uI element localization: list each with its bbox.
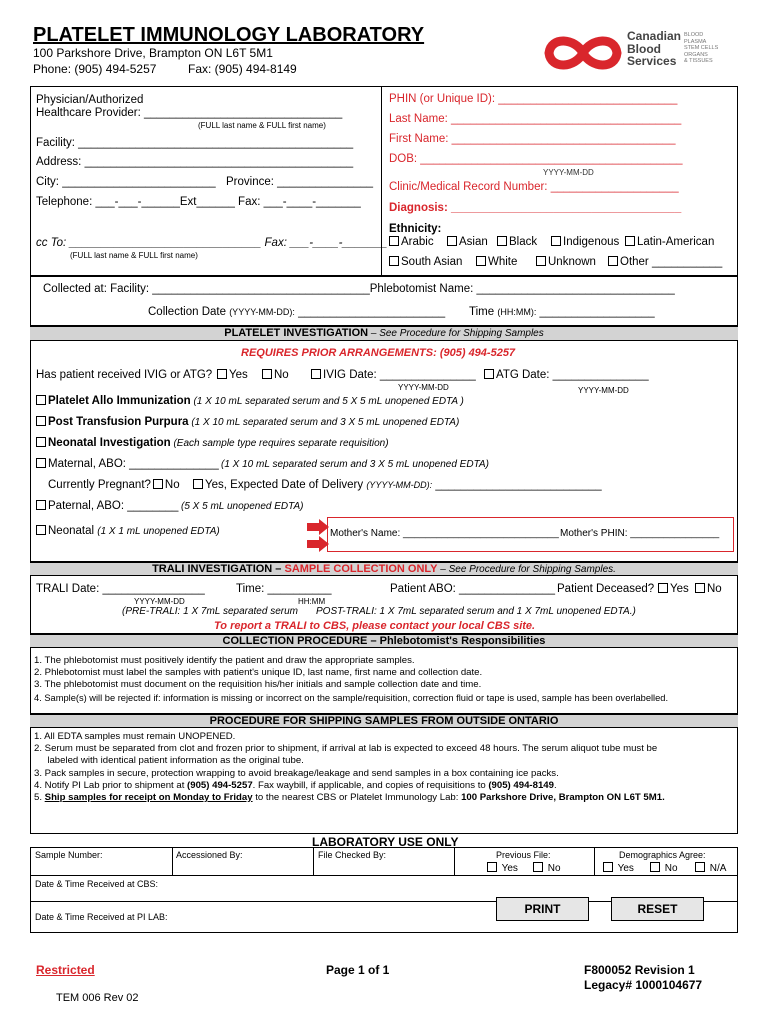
ivig-date-hint: YYYY-MM-DD [398, 383, 449, 392]
ethnicity-indigenous[interactable]: Indigenous [551, 236, 619, 248]
maternal-note: (1 X 10 mL separated serum and 3 X 5 mL unopened EDTA) [221, 459, 489, 470]
demographics-na[interactable]: N/A [695, 862, 726, 874]
file-checked-field[interactable]: File Checked By: [318, 850, 387, 860]
neonatal-investigation-option[interactable]: Neonatal Investigation (Each sample type requires separate requisition) [36, 437, 389, 449]
logo-tagline: BLOOD PLASMA STEM CELLS ORGANS & TISSUES [684, 32, 719, 65]
patient-deceased: Patient Deceased? [557, 583, 655, 595]
paternal-option[interactable]: Paternal, ABO: ________ [36, 500, 178, 512]
cc-hint: (FULL last name & FULL first name) [70, 251, 198, 260]
collection-facility-field[interactable]: Collected at: Facility: __________________________________Phlebotomist Name: _______________________________ [43, 283, 675, 295]
checkbox[interactable] [533, 862, 543, 872]
checkbox[interactable] [497, 236, 507, 246]
clinic-record-field[interactable]: Clinic/Medical Record Number: ____________________ [389, 181, 679, 193]
ethnicity-latin-american[interactable]: Latin-American [625, 236, 714, 248]
province-field[interactable]: Province: _______________ [226, 176, 374, 188]
ethnicity-unknown[interactable]: Unknown [536, 256, 596, 268]
lab-phone: Phone: (905) 494-5257 [33, 62, 157, 76]
checkbox[interactable] [650, 862, 660, 872]
arrangements-note: REQUIRES PRIOR ARRANGEMENTS: (905) 494-5257 [241, 347, 516, 359]
checkbox[interactable] [36, 458, 46, 468]
list-item: 4. Sample(s) will be rejected if: information is missing or incorrect on the sample/requisition, correction fluid or tape is used, sample has been overlabelled. [34, 692, 669, 703]
city-field[interactable]: City: ________________________ [36, 176, 216, 188]
lab-fax: Fax: (905) 494-8149 [188, 62, 297, 76]
legacy-number: Legacy# 1000104677 [584, 978, 703, 992]
demographics-label: Demographics Agree: [619, 850, 706, 860]
checkbox[interactable] [217, 369, 227, 379]
list-item: 3. Pack samples in secure, protection wrapping to avoid breakage/leakage and send samples in a box containing ice packs. [34, 767, 559, 779]
facility-field[interactable]: Facility: ___________________________________________ [36, 137, 354, 149]
checkbox[interactable] [476, 256, 486, 266]
trali-report-note: To report a TRALI to CBS, please contact your local CBS site. [214, 620, 536, 632]
checkbox[interactable] [36, 416, 46, 426]
patient-abo-field[interactable]: Patient ABO: _______________ [390, 583, 555, 595]
procedure-list [34, 655, 668, 704]
sample-number-field[interactable]: Sample Number: [35, 850, 103, 860]
mothers-name-field[interactable]: Mother's Name: ____________________________ [330, 528, 559, 539]
telephone-field[interactable]: Telephone: ___-___-______Ext______ Fax: ___-____-_______ [36, 196, 361, 208]
checkbox[interactable] [487, 862, 497, 872]
restricted-label: Restricted [36, 963, 95, 977]
lab-address: 100 Parkshore Drive, Brampton ON L6T 5M1 [33, 46, 273, 60]
checkbox[interactable] [695, 583, 705, 593]
dob-hint: YYYY-MM-DD [543, 168, 594, 177]
form-title: PLATELET IMMUNOLOGY LABORATORY [33, 24, 425, 46]
phin-field[interactable]: PHIN (or Unique ID): ____________________________ [389, 93, 678, 105]
atg-date-field[interactable]: ATG Date: _______________ [484, 369, 649, 381]
received-pi-field[interactable]: Date & Time Received at PI LAB: [35, 912, 168, 922]
atg-date-hint: YYYY-MM-DD [578, 386, 629, 395]
checkbox[interactable] [551, 236, 561, 246]
checkbox[interactable] [695, 862, 705, 872]
ivig-date-field[interactable]: IVIG Date: _______________ [311, 369, 476, 381]
ethnicity-black[interactable]: Black [497, 236, 537, 248]
shipping-header: PROCEDURE FOR SHIPPING SAMPLES FROM OUTSIDE ONTARIO [30, 714, 738, 728]
form-revision: F800052 Revision 1 [584, 963, 695, 977]
physician-field[interactable]: Physician/Authorized Healthcare Provider: _______________________________ [36, 94, 343, 119]
trali-header: TRALI INVESTIGATION – SAMPLE COLLECTION ONLY – See Procedure for Shipping Samples. [30, 562, 738, 576]
mothers-phin-field[interactable]: Mother's PHIN: ________________ [560, 528, 720, 539]
checkbox[interactable] [311, 369, 321, 379]
trali-time-hint: HH:MM [298, 597, 326, 606]
checkbox[interactable] [193, 479, 203, 489]
checkbox[interactable] [36, 525, 46, 535]
trali-time-field[interactable]: Time: __________ [236, 583, 332, 595]
checkbox[interactable] [658, 583, 668, 593]
list-item: 1. All EDTA samples must remain UNOPENED. [34, 731, 236, 742]
template-id: TEM 006 Rev 02 [56, 992, 139, 1004]
checkbox[interactable] [603, 862, 613, 872]
infinity-logo-icon [543, 30, 623, 76]
currently-pregnant[interactable]: Currently Pregnant? No [48, 479, 180, 491]
expected-delivery-field[interactable]: Yes, Expected Date of Delivery (YYYY-MM-DD): __________________________ [193, 479, 602, 491]
ethnicity-south-asian[interactable]: South Asian [389, 256, 462, 268]
trali-date-field[interactable]: TRALI Date: ________________ [36, 583, 205, 595]
ethnicity-arabic[interactable]: Arabic [389, 236, 434, 248]
diagnosis-field[interactable]: Diagnosis: ____________________________________ [389, 202, 682, 214]
checkbox[interactable] [262, 369, 272, 379]
maternal-option[interactable]: Maternal, ABO: ______________ [36, 458, 219, 470]
checkbox[interactable] [36, 395, 46, 405]
checkbox[interactable] [389, 256, 399, 266]
previous-file-yes[interactable]: Yes [487, 862, 518, 874]
ethnicity-asian[interactable]: Asian [447, 236, 488, 248]
arrow-right-icon [307, 536, 329, 552]
address-field[interactable]: Address: __________________________________________ [36, 156, 354, 168]
pre-trali-note: (PRE-TRALI: 1 X 7mL separated serum [122, 606, 298, 617]
checkbox[interactable] [625, 236, 635, 246]
list-item: 5. Ship samples for receipt on Monday to Friday to the nearest CBS or Platelet Immunology Lab: 100 Parkshore Drive, Brampton ON L6T 5M1. [34, 792, 665, 804]
trali-date-hint: YYYY-MM-DD [134, 597, 185, 606]
platelet-header: PLATELET INVESTIGATION – See Procedure for Shipping Samples [30, 326, 738, 341]
neonatal-option[interactable]: Neonatal (1 X 1 mL unopened EDTA) [36, 525, 220, 537]
checkbox[interactable] [36, 437, 46, 447]
checkbox[interactable] [389, 236, 399, 246]
post-trali-note: POST-TRALI: 1 X 7mL separated serum and 1 X 7mL unopened EDTA.) [316, 606, 636, 617]
last-name-field[interactable]: Last Name: ____________________________________ [389, 113, 682, 125]
checkbox[interactable] [447, 236, 457, 246]
ethnicity-other[interactable]: Other ___________ [608, 256, 722, 268]
previous-file-no[interactable]: No [533, 862, 561, 874]
list-item: 1. The phlebotomist must positively identify the patient and draw the appropriate samples. [34, 655, 415, 666]
list-item: 4. Notify PI Lab prior to shipment at (905) 494-5257. Fax waybill, if applicable, and copies of requisitions to (905) 494-8149. [34, 779, 557, 791]
ivig-no[interactable]: No [262, 369, 289, 381]
ivig-question: Has patient received IVIG or ATG? [36, 369, 213, 381]
shipping-list [34, 731, 665, 804]
reset-button[interactable]: RESET [611, 897, 704, 921]
demographics-no[interactable]: No [650, 862, 678, 874]
cc-field[interactable]: cc To: ______________________________ Fax: ___-____-_______ [36, 237, 388, 249]
first-name-field[interactable]: First Name: ___________________________________ [389, 133, 676, 145]
previous-file-label: Previous File: [496, 850, 551, 860]
arrow-right-icon [307, 519, 329, 535]
checkbox[interactable] [608, 256, 618, 266]
ptp-option[interactable]: Post Transfusion Purpura (1 X 10 mL separated serum and 3 X 5 mL unopened EDTA) [36, 416, 459, 428]
physician-hint: (FULL last name & FULL first name) [198, 121, 326, 130]
list-item: 2. Serum must be separated from clot and frozen prior to shipment, if arrival at lab is expected to exceed 48 hours. The serum aliquot tube must be [34, 743, 658, 755]
list-item: 2. Phlebotomist must label the samples with patient's unique ID, last name, first name and collection date. [34, 667, 483, 679]
print-button[interactable]: PRINT [496, 897, 589, 921]
ivig-yes[interactable]: Yes [217, 369, 248, 381]
logo-wordmark: Canadian Blood Services [627, 29, 682, 68]
ethnicity-label: Ethnicity: [389, 223, 442, 235]
checkbox[interactable] [153, 479, 163, 489]
dob-field[interactable]: DOB: _________________________________________ [389, 153, 683, 165]
cbs-logo [543, 30, 743, 80]
allo-immunization-option[interactable]: Platelet Allo Immunization (1 X 10 mL separated serum and 5 X 5 mL unopened EDTA ) [36, 395, 464, 407]
checkbox[interactable] [36, 500, 46, 510]
collection-time-field[interactable]: Time (HH:MM): __________________ [469, 306, 655, 318]
received-cbs-field[interactable]: Date & Time Received at CBS: [35, 879, 159, 889]
list-item: 3. The phlebotomist must document on the requisition his/her initials and sample collection date and time. [34, 679, 482, 691]
paternal-note: (5 X 5 mL unopened EDTA) [181, 501, 304, 512]
deceased-no[interactable]: No [695, 583, 722, 595]
demographics-yes[interactable]: Yes [603, 862, 634, 874]
collection-date-field[interactable]: Collection Date (YYYY-MM-DD): _______________________ [148, 306, 446, 318]
accessioned-by-field[interactable]: Accessioned By: [176, 850, 243, 860]
page-number: Page 1 of 1 [326, 963, 390, 977]
list-item: labeled with identical patient information as the original tube. [34, 755, 304, 767]
checkbox[interactable] [484, 369, 494, 379]
lab-use-title: LABORATORY USE ONLY [312, 835, 459, 849]
deceased-yes[interactable]: Yes [658, 583, 689, 595]
procedure-header: COLLECTION PROCEDURE – Phlebotomist's Responsibilities [30, 634, 738, 648]
ethnicity-white[interactable]: White [476, 256, 517, 268]
checkbox[interactable] [536, 256, 546, 266]
